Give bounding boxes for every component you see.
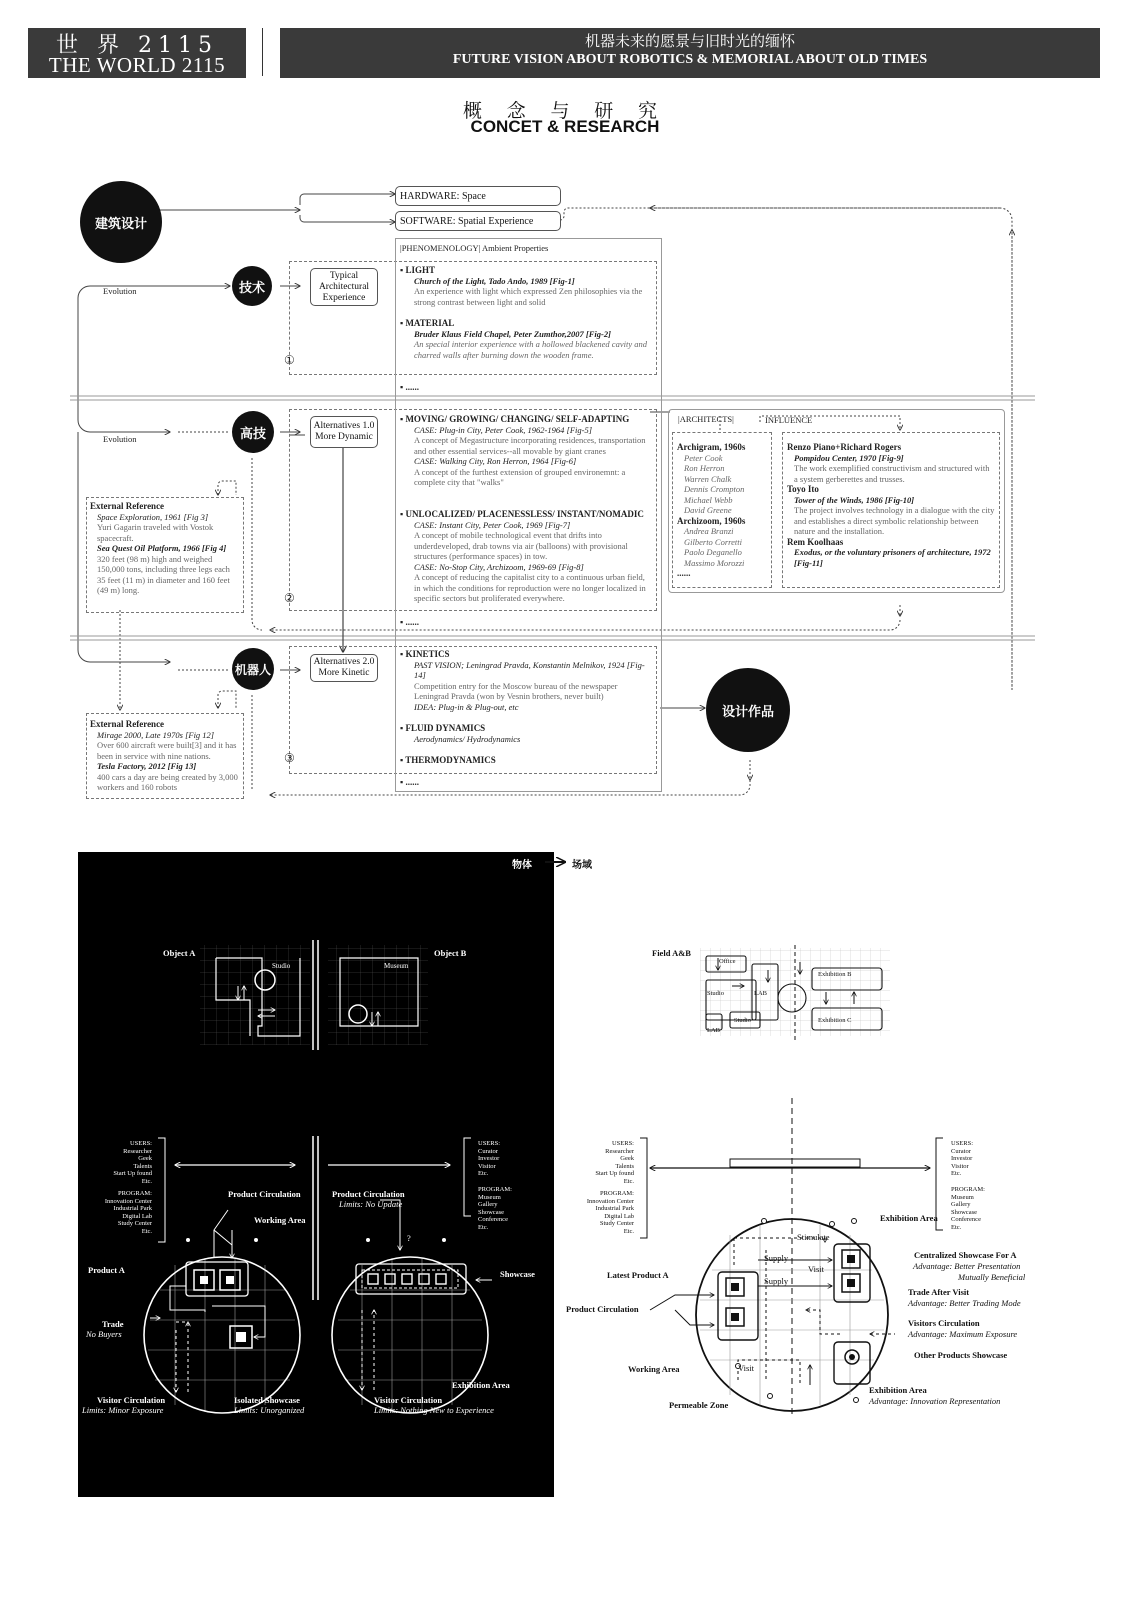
users-list-b [478, 1140, 538, 1178]
ext1-case1: Space Exploration, 1961 [Fig 3] [97, 511, 209, 522]
isolated-showcase: Isolated Showcase [234, 1395, 300, 1405]
field-label: 场域 [572, 860, 592, 871]
program-list-a [80, 1190, 152, 1236]
no-buyers-label: No Buyers [86, 1329, 122, 1339]
product-circulation-a: Product Circulation [228, 1189, 301, 1199]
light-block [400, 265, 652, 307]
visitors-advantage: Advantage: Maximum Exposure [908, 1329, 1018, 1339]
ext1-title: External Reference [90, 501, 165, 511]
architect-name: Peter Cook [684, 452, 723, 463]
material-block [400, 318, 652, 360]
limits-unorganized: Limits: Unorganized [234, 1405, 305, 1415]
list-line: Investor [478, 1155, 500, 1163]
ext1-case2: Sea Quest Oil Platform, 1966 [Fig 4] [97, 543, 227, 553]
object-label: 物体 [512, 860, 532, 871]
lab3-label: LAB [754, 990, 767, 997]
list-line: Curator [478, 1147, 498, 1155]
external-reference-2 [90, 719, 240, 793]
moving-heading: ▪ MOVING/ GROWING/ CHANGING/ SELF-ADAPTING [400, 414, 630, 424]
stimulate-label: Stimulate [797, 1232, 830, 1242]
list-line: Digital Lab [122, 1212, 152, 1220]
koolhaas-heading: Rem Koolhaas [787, 536, 844, 547]
program-list-c [560, 1190, 634, 1236]
program-list-b [478, 1186, 538, 1232]
moving-block [400, 414, 652, 488]
unlocalized-desc-1: A concept of mobile technological event that drifts into underdeveloped, drab towns via air (balloons) with provisional structures (performance spaces) in tow. [414, 530, 628, 561]
influence-title: INFLUENCE [765, 415, 813, 425]
architect-name: Massimo Morozzi [684, 557, 745, 568]
list-line: Etc. [141, 1177, 152, 1185]
ext2-title: External Reference [90, 719, 165, 729]
node-architectural-design[interactable]: 建筑设计 [80, 181, 162, 263]
list-line: Talents [133, 1162, 152, 1170]
list-line: Researcher [123, 1147, 152, 1155]
centralized-adv-1: Advantage: Better Presentation [913, 1261, 1021, 1271]
list-line: Museum [951, 1193, 974, 1201]
list-line: PROGRAM: [478, 1186, 512, 1193]
exhibition-area-top: Exhibition Area [880, 1213, 938, 1223]
ext2-desc1: Over 600 aircraft were built[3] and it has been in service with nine nations. [97, 740, 237, 761]
studio-label: Studio [272, 962, 291, 970]
ext1-desc2: 320 feet (98 m) high and weighed 150,000 tons, including three legs each 35 feet (11 m) in diameter and 160 feet (49 m) long. [97, 553, 230, 595]
moving-desc-2: A concept of the furthest extension of grouped environemnt: a complete city that "walks" [414, 466, 626, 487]
list-line: Digital Lab [604, 1212, 634, 1220]
office-label: Office [719, 958, 736, 965]
centralized-showcase: Centralized Showcase For A [914, 1250, 1017, 1260]
product-a-label: Product A [88, 1265, 125, 1275]
architects-title: |ARCHITECTS| [678, 414, 734, 424]
other-products-showcase: Other Products Showcase [914, 1350, 1008, 1360]
architect-name: Gilberto Corretti [684, 536, 743, 547]
ito-heading: Toyo Ito [787, 484, 819, 494]
exhibition-area-c: Exhibition Area [869, 1385, 927, 1395]
list-line: Industrial Park [113, 1205, 152, 1213]
list-line: Showcase [478, 1208, 504, 1216]
exhibition-c-label: Exhibition C [818, 1017, 852, 1024]
list-line: Geek [620, 1155, 634, 1163]
moving-case-1: CASE: Plug-in City, Peter Cook, 1962-1964 [Fig-5] [414, 424, 593, 435]
list-line: Etc. [141, 1227, 152, 1235]
users-list-d [951, 1140, 1011, 1178]
exhibition-area-b: Exhibition Area [452, 1380, 510, 1390]
list-line: Researcher [605, 1147, 634, 1155]
hardware-box[interactable]: HARDWARE: Space [395, 186, 561, 206]
permeable-zone: Permeable Zone [669, 1400, 729, 1410]
list-line: Study Center [117, 1220, 152, 1228]
architect-name: Dennis Crompton [684, 484, 745, 494]
working-area-a: Working Area [254, 1215, 306, 1225]
list-line: Etc. [623, 1177, 634, 1185]
exhibition-b-label: Exhibition B [818, 971, 852, 978]
material-desc: An special interior experience with a hollowed blackened cavity and charred walls after burning down the wooden frame. [414, 339, 647, 360]
koolhaas-case: Exodus, or the voluntary prisoners of architecture, 1972 [Fig-11] [794, 547, 991, 568]
ext2-case1: Mirage 2000, Late 1970s [Fig 12] [97, 729, 215, 740]
list-line: USERS: [129, 1140, 152, 1147]
working-area-c: Working Area [628, 1364, 680, 1374]
header-left-en: THE WORLD 2115 [48, 53, 226, 77]
product-circulation-c: Product Circulation [566, 1304, 639, 1314]
piano-heading: Renzo Piano+Richard Rogers [787, 442, 902, 452]
light-heading: ▪ LIGHT [400, 265, 435, 275]
list-line: Museum [478, 1193, 501, 1201]
header-right-cn: 机器未来的愿景与旧时光的缅怀 [584, 34, 795, 50]
museum-label: Museum [384, 962, 409, 970]
piano-desc: The work exemplified constructivism and structured with a system gerberettes and trusses. [794, 463, 990, 484]
trade-after-visit: Trade After Visit [908, 1287, 970, 1297]
list-line: Showcase [951, 1208, 977, 1216]
trade-label: Trade [102, 1319, 124, 1329]
visit-label-1: Visit [808, 1264, 825, 1274]
exhibition-advantage: Advantage: Innovation Representation [869, 1396, 1001, 1406]
list-line: Conference [951, 1216, 981, 1224]
alternatives-1-box[interactable]: Alternatives 1.0 More Dynamic [310, 416, 378, 448]
list-line: Etc. [623, 1227, 634, 1235]
kinetics-idea: IDEA: Plug-in & Plug-out, etc [414, 701, 519, 712]
ext2-case2: Tesla Factory, 2012 [Fig 13] [97, 761, 197, 771]
supply-label-2: Supply [764, 1276, 789, 1286]
archigram-heading: Archigram, 1960s [677, 442, 746, 452]
dots-3: ▪ ...... [400, 777, 419, 787]
influence-list [787, 442, 995, 568]
supply-label-1: Supply [764, 1253, 789, 1263]
field-studio2-label: Studio [734, 1017, 751, 1024]
header-right-en: FUTURE VISION ABOUT ROBOTICS & MEMORIAL ABOUT OLD TIMES [452, 52, 928, 67]
limits-no-update: Limits: No Update [339, 1199, 403, 1209]
visit-label-2: Visit [738, 1363, 755, 1373]
unlocalized-heading: ▪ UNLOCALIZED/ PLACENESSLESS/ INSTANT/NOMADIC [400, 509, 644, 519]
fluid-block [400, 723, 652, 744]
archizoom-names [677, 526, 769, 568]
architect-name: Paolo Deganello [684, 547, 742, 557]
architect-name: David Greene [684, 505, 732, 515]
list-line: Start Up found [113, 1170, 152, 1178]
external-reference-1 [90, 501, 240, 596]
visitors-circulation: Visitors Circulation [908, 1318, 980, 1328]
lab-label: LAB [707, 1027, 720, 1034]
latest-product-label: Latest Product A [607, 1270, 669, 1280]
architects-dots: ...... [677, 568, 691, 578]
software-box[interactable]: SOFTWARE: Spatial Experience [395, 211, 561, 231]
list-line: Etc. [951, 1223, 962, 1231]
dots-1: ▪ ...... [400, 382, 419, 392]
section-title-cn: 概 念 与 研 究 [462, 101, 667, 122]
list-line: USERS: [611, 1140, 634, 1147]
list-line: Etc. [951, 1170, 962, 1178]
kinetics-case: PAST VISION; Leningrad Pravda, Konstantin Melnikov, 1924 [Fig-14] [414, 659, 645, 680]
typical-experience-box[interactable]: Typical Architectural Experience [310, 268, 378, 306]
users-list-c [560, 1140, 634, 1186]
evolution-label-1: Evolution [103, 286, 137, 296]
list-line: Visitor [478, 1162, 496, 1170]
field-studio-label: Studio [707, 990, 724, 997]
dots-2: ▪ ...... [400, 617, 419, 627]
list-line: Talents [615, 1162, 634, 1170]
kinetics-desc: Competition entry for the Moscow bureau of the newspaper Leningrad Pravda (won by Vesnin brothers, never built) [414, 680, 618, 701]
architect-name: Warren Chalk [684, 473, 732, 484]
step-number-3: ③ [284, 751, 295, 765]
kinetics-block [400, 649, 652, 712]
showcase-label: Showcase [500, 1269, 535, 1279]
object-b-label: Object B [434, 948, 467, 958]
object-a-label: Object A [163, 948, 196, 958]
ext2-desc2: 400 cars a day are being created by 3,000 workers and 160 robots [97, 771, 238, 792]
list-line: Innovation Center [586, 1197, 634, 1205]
list-line: Conference [478, 1216, 508, 1224]
kinetics-heading: ▪ KINETICS [400, 649, 450, 659]
light-case: Church of the Light, Tado Ando, 1989 [Fig-1] [414, 275, 575, 286]
archizoom-heading: Archizoom, 1960s [677, 515, 746, 526]
moving-case-2: CASE: Walking City, Ron Herron, 1964 [Fig-6] [414, 456, 577, 466]
list-line: Visitor [951, 1162, 969, 1170]
list-line: Gallery [951, 1201, 971, 1209]
list-line: Investor [951, 1155, 973, 1163]
limits-nothing-new: Limits: Nothing New to Experience [374, 1405, 494, 1415]
node-technology[interactable]: 技术 [232, 266, 272, 306]
architect-name: Ron Herron [684, 463, 725, 473]
visitor-circulation-a: Visitor Circulation [97, 1395, 166, 1405]
list-line: Industrial Park [595, 1205, 634, 1213]
list-line: Etc. [478, 1223, 489, 1231]
list-line: PROGRAM: [600, 1190, 634, 1197]
section-title-en: CONCET & RESEARCH [470, 117, 660, 136]
light-desc: An experience with light which expressed Zen philosophies via the strong contrast between light and solid [414, 286, 643, 307]
alternatives-2-box[interactable]: Alternatives 2.0 More Kinetic [310, 654, 378, 682]
fluid-heading: ▪ FLUID DYNAMICS [400, 723, 486, 733]
archigram-names [677, 453, 769, 516]
visitor-circulation-b: Visitor Circulation [374, 1395, 443, 1405]
list-line: Geek [138, 1155, 152, 1163]
step-number-1: ① [284, 353, 295, 367]
list-line: Innovation Center [104, 1197, 152, 1205]
list-line: Start Up found [595, 1170, 634, 1178]
unlocalized-case-1: CASE: Instant City, Peter Cook, 1969 [Fig-7] [414, 519, 571, 530]
node-robot[interactable]: 机器人 [232, 648, 274, 690]
limits-minor: Limits: Minor Exposure [82, 1405, 164, 1415]
phenomenology-title: |PHENOMENOLOGY| Ambient Properties [400, 243, 549, 253]
step-number-2: ② [284, 591, 295, 605]
users-list-a [80, 1140, 152, 1186]
list-line: USERS: [951, 1140, 974, 1147]
node-hitech[interactable]: 高技 [232, 411, 274, 453]
material-heading: ▪ MATERIAL [400, 318, 455, 328]
material-case: Bruder Klaus Field Chapel, Peter Zumthor,2007 [Fig-2] [414, 328, 611, 339]
product-circulation-b: Product Circulation [332, 1189, 405, 1199]
piano-case: Pompidou Center, 1970 [Fig-9] [794, 452, 904, 463]
unlocalized-desc-2: A concept of reducing the capitalist city to a continuous urban field, in which the conditions for reproduction were no longer localized in specific sectors but proliferated everywhere. [414, 572, 646, 603]
list-line: Study Center [599, 1220, 634, 1228]
list-line: PROGRAM: [118, 1190, 152, 1197]
trade-advantage: Advantage: Better Trading Mode [908, 1298, 1021, 1308]
list-line: Curator [951, 1147, 971, 1155]
question-mark: ? [407, 1233, 411, 1243]
centralized-adv-2: Mutually Beneficial [958, 1272, 1026, 1282]
architect-name: Andrea Branzi [684, 526, 734, 536]
field-ab-label: Field A&B [652, 948, 691, 958]
fluid-desc: Aerodynamics/ Hydrodynamics [414, 733, 521, 744]
ito-case: Tower of the Winds, 1986 [Fig-10] [794, 494, 915, 505]
ext1-desc1: Yuri Gagarin traveled with Vostok spacecraft. [97, 522, 214, 543]
architect-name: Michael Webb [684, 494, 733, 505]
program-list-d [951, 1186, 1011, 1232]
architects-list [677, 442, 769, 579]
unlocalized-case-2: CASE: No-Stop City, Archizoom, 1969-69 [Fig-8] [414, 561, 584, 572]
header-left-cn: 世 界 2115 [56, 33, 218, 58]
list-line: USERS: [478, 1140, 501, 1147]
thermo-heading: ▪ THERMODYNAMICS [400, 755, 496, 765]
evolution-label-2: Evolution [103, 434, 137, 444]
ito-desc: The project involves technology in a dialogue with the city and establishes a direct symbolic relationship between nature and the installation. [794, 505, 995, 536]
list-line: Gallery [478, 1201, 498, 1209]
moving-desc-1: A concept of Megastructure incorporating residences, transportation and other essential services--all movable by giant cranes [414, 435, 646, 456]
node-design-works[interactable]: 设计作品 [706, 668, 790, 752]
list-line: PROGRAM: [951, 1186, 985, 1193]
unlocalized-block [400, 509, 652, 604]
list-line: Etc. [478, 1170, 489, 1178]
